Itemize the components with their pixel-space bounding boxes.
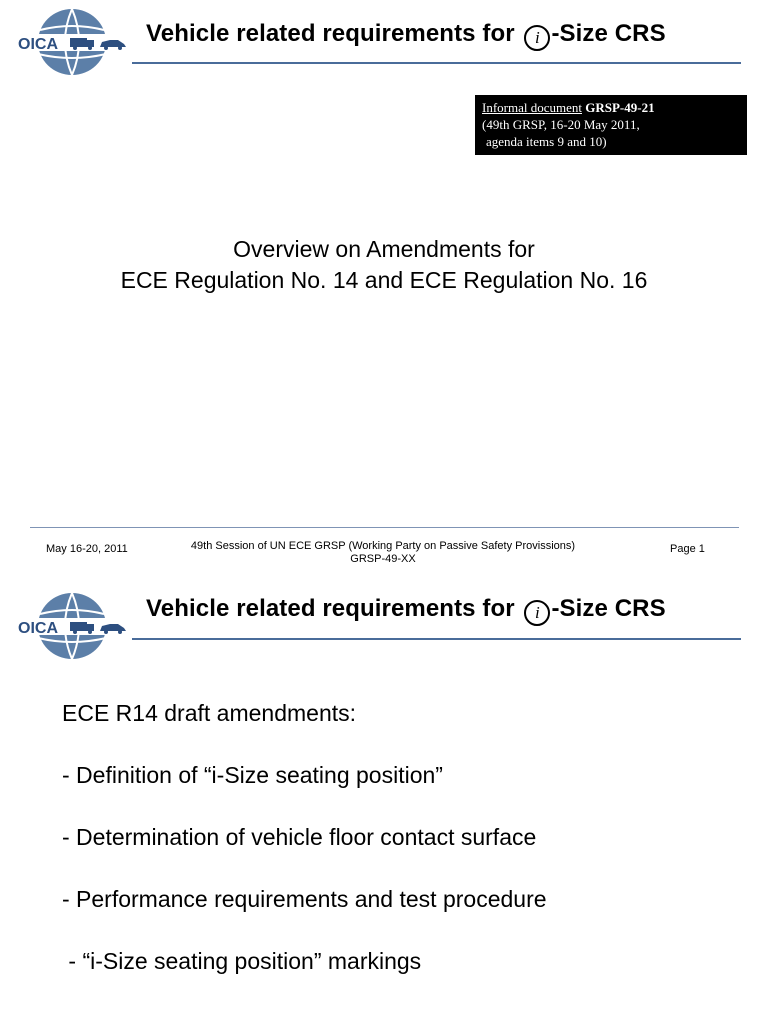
isize-logo-icon: i — [524, 600, 550, 626]
footer-page-number: Page 1 — [670, 543, 705, 555]
informal-document-box: Informal document GRSP-49-21 (49th GRSP, 16-20 May 2011, agenda items 9 and 10) — [475, 95, 747, 155]
footer-date: May 16-20, 2011 — [46, 543, 128, 555]
slide-2 — [0, 580, 768, 1024]
footer-rule — [30, 527, 739, 528]
oica-logo — [14, 590, 130, 662]
overview-title: Overview on Amendments for ECE Regulation No. 14 and ECE Regulation No. 16 — [120, 236, 648, 293]
globe-icon — [14, 590, 130, 662]
slide-title: Vehicle related requirements for i -Size CRS — [146, 595, 666, 626]
globe-icon — [14, 6, 130, 78]
header-rule — [132, 638, 741, 640]
list-heading: ECE R14 draft amendments: — [62, 700, 357, 726]
list-item: - Performance requirements and test procedure — [62, 886, 547, 912]
header-rule — [132, 62, 741, 64]
logo-text: OICA — [18, 36, 58, 53]
isize-logo-icon: i — [524, 25, 550, 51]
list-item: - Determination of vehicle floor contact surface — [62, 824, 537, 850]
list-item: - Definition of “i-Size seating position” — [62, 762, 443, 788]
slide-title: Vehicle related requirements for i -Size CRS — [146, 20, 666, 51]
oica-logo — [14, 6, 130, 78]
logo-text: OICA — [18, 620, 58, 637]
list-item: - “i-Size seating position” markings — [62, 948, 422, 974]
footer-session: 49th Session of UN ECE GRSP (Working Party on Passive Safety Provissions) GRSP-49-XX — [190, 540, 576, 565]
